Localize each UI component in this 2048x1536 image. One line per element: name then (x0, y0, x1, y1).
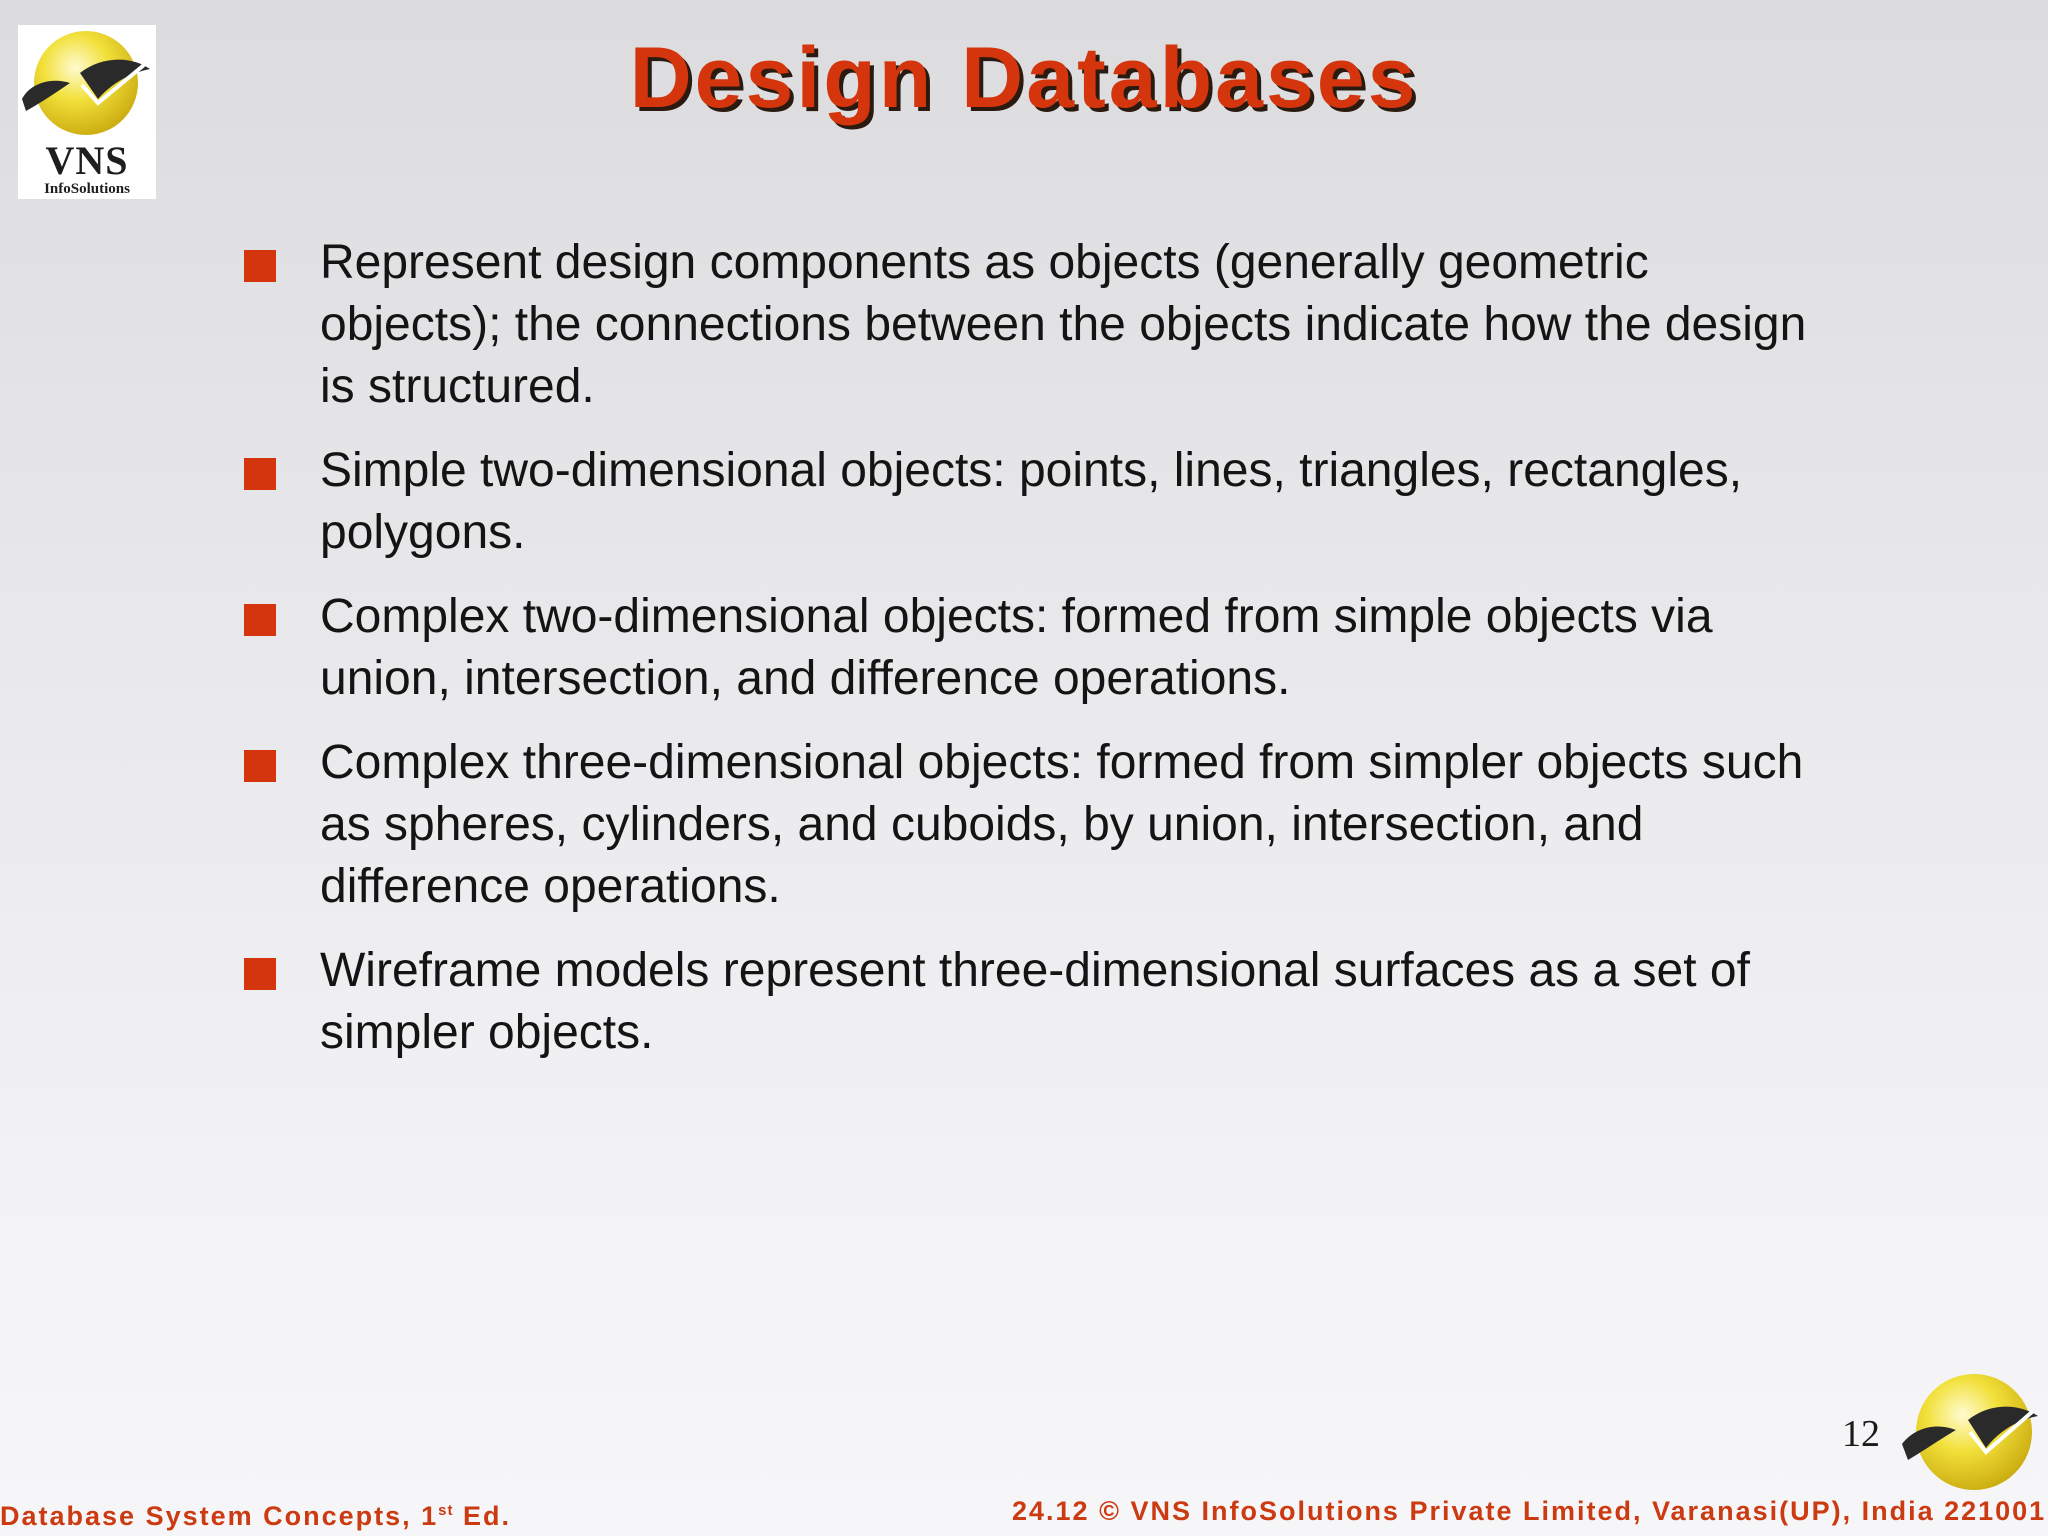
bullet-list (244, 232, 1824, 1086)
bullet-text: Represent design components as objects (generally geometric objects); the connections between the objects indicate how the design is structured. (320, 236, 1807, 413)
footer-edition-superscript: st (438, 1502, 454, 1519)
bullet-square-icon (244, 750, 276, 782)
footer-book-title-end: Ed. (453, 1501, 512, 1531)
bullet-item (244, 586, 1824, 710)
bullet-text: Complex three-dimensional objects: formed from simpler objects such as spheres, cylinders, and cuboids, by union, intersection, and difference operations. (320, 736, 1804, 913)
bullet-square-icon (244, 604, 276, 636)
logo-subtitle: InfoSolutions (44, 181, 130, 197)
bullet-square-icon (244, 458, 276, 490)
bullet-item (244, 232, 1824, 418)
bullet-square-icon (244, 250, 276, 282)
bullet-text: Wireframe models represent three-dimensional surfaces as a set of simpler objects. (320, 944, 1750, 1059)
page-number: 12 (1842, 1413, 1880, 1455)
footer-copyright: 24.12 © VNS InfoSolutions Private Limited, Varanasi(UP), India 221001 (1012, 1496, 2047, 1526)
bullet-text: Simple two-dimensional objects: points, lines, triangles, rectangles, polygons. (320, 444, 1743, 559)
footer-book-title (0, 1494, 511, 1533)
slide-title: Design Databases (629, 30, 1419, 126)
logo-name: VNS (45, 138, 129, 183)
bullet-item (244, 732, 1824, 918)
bullet-text: Complex two-dimensional objects: formed from simple objects via union, intersection, and difference operations. (320, 590, 1713, 705)
logo-lettering (18, 138, 156, 197)
footer-book-title-main: Database System Concepts, 1 (0, 1501, 439, 1531)
bullet-square-icon (244, 958, 276, 990)
bullet-item (244, 440, 1824, 564)
bullet-item (244, 940, 1824, 1064)
footer-logo-icon (1900, 1368, 2040, 1498)
